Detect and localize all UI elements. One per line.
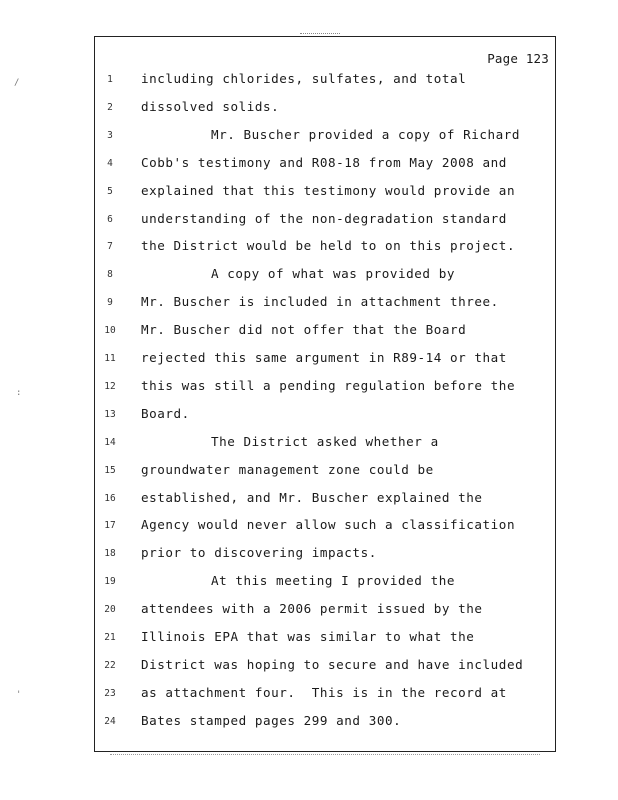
scan-artifact-top [300, 33, 340, 35]
transcript-line [95, 545, 555, 567]
line-text: as attachment four. This is in the record at [141, 684, 507, 700]
line-text: Bates stamped pages 299 and 300. [141, 712, 402, 728]
line-number: 4 [107, 157, 113, 169]
line-text: District was hoping to secure and have included [141, 656, 524, 672]
scan-artifact-edge: / [14, 78, 20, 88]
line-number: 1 [107, 74, 113, 85]
transcript-line [95, 350, 555, 372]
scan-artifact-edge: ' [16, 690, 22, 700]
line-text: groundwater management zone could be [141, 461, 434, 477]
scan-artifact-bottom [110, 754, 540, 757]
line-number: 24 [104, 715, 116, 727]
line-text: established, and Mr. Buscher explained the [141, 489, 483, 505]
line-number: 19 [104, 576, 116, 588]
line-text: rejected this same argument in R89-14 or that [141, 350, 507, 365]
transcript-line [95, 266, 555, 288]
transcript-line [95, 517, 555, 539]
line-number: 9 [107, 297, 113, 309]
scan-artifact-edge: : [16, 388, 22, 398]
line-text: Mr. Buscher provided a copy of Richard [211, 126, 521, 142]
transcript-line [95, 238, 555, 260]
transcript-line [95, 713, 555, 735]
line-number: 2 [107, 101, 113, 113]
line-text: Agency would never allow such a classification [141, 517, 516, 533]
line-number: 18 [104, 548, 116, 560]
line-text: At this meeting I provided the [211, 573, 455, 589]
line-text: Illinois EPA that was similar to what the [141, 629, 475, 644]
line-number: 6 [107, 213, 113, 225]
transcript-line [95, 322, 555, 344]
line-number: 16 [104, 492, 116, 504]
transcript-line [95, 294, 555, 316]
line-text: the District would be held to on this project. [141, 238, 516, 254]
line-number: 12 [104, 380, 116, 392]
line-number: 5 [107, 185, 113, 197]
line-number: 15 [104, 464, 116, 476]
line-text: dissolved solids. [141, 98, 280, 114]
page-number: Page 123 [487, 51, 549, 66]
transcript-line [95, 462, 555, 484]
line-text: including chlorides, sulfates, and total [141, 71, 467, 86]
line-number: 8 [107, 269, 113, 281]
line-number: 21 [104, 632, 116, 643]
line-text: The District asked whether a [211, 433, 439, 449]
transcript-line [95, 490, 555, 512]
line-text: Mr. Buscher did not offer that the Board [141, 322, 467, 338]
line-text: Cobb's testimony and R08-18 from May 2008 and [141, 154, 507, 170]
line-number: 20 [104, 604, 116, 616]
line-text: explained that this testimony would provide an [141, 182, 516, 198]
transcript-line [95, 155, 555, 177]
transcript-line [95, 99, 555, 121]
line-text: prior to discovering impacts. [141, 545, 377, 561]
line-number: 11 [104, 353, 116, 364]
line-text: Board. [141, 405, 190, 421]
transcript-line [95, 573, 555, 595]
line-number: 14 [104, 436, 116, 448]
line-text: this was still a pending regulation before the [141, 377, 516, 393]
transcript-line [95, 601, 555, 623]
line-text: A copy of what was provided by [211, 266, 455, 282]
transcript-line [95, 629, 555, 651]
line-number: 7 [107, 241, 113, 253]
transcript-line [95, 71, 555, 93]
line-number: 13 [104, 408, 116, 420]
line-text: Mr. Buscher is included in attachment three. [141, 294, 499, 310]
transcript-line [95, 685, 555, 707]
transcript-line [95, 434, 555, 456]
transcript-line [95, 378, 555, 400]
transcript-page [94, 36, 556, 752]
transcript-line [95, 406, 555, 428]
line-text: understanding of the non-degradation standard [141, 210, 507, 226]
transcript-line [95, 127, 555, 149]
line-number: 3 [107, 129, 113, 141]
line-number: 10 [104, 325, 116, 337]
transcript-line [95, 183, 555, 205]
line-text: attendees with a 2006 permit issued by the [141, 601, 483, 617]
line-number: 22 [104, 659, 116, 671]
transcript-line [95, 657, 555, 679]
line-number: 23 [104, 687, 116, 699]
line-number: 17 [104, 520, 116, 532]
transcript-line [95, 211, 555, 233]
